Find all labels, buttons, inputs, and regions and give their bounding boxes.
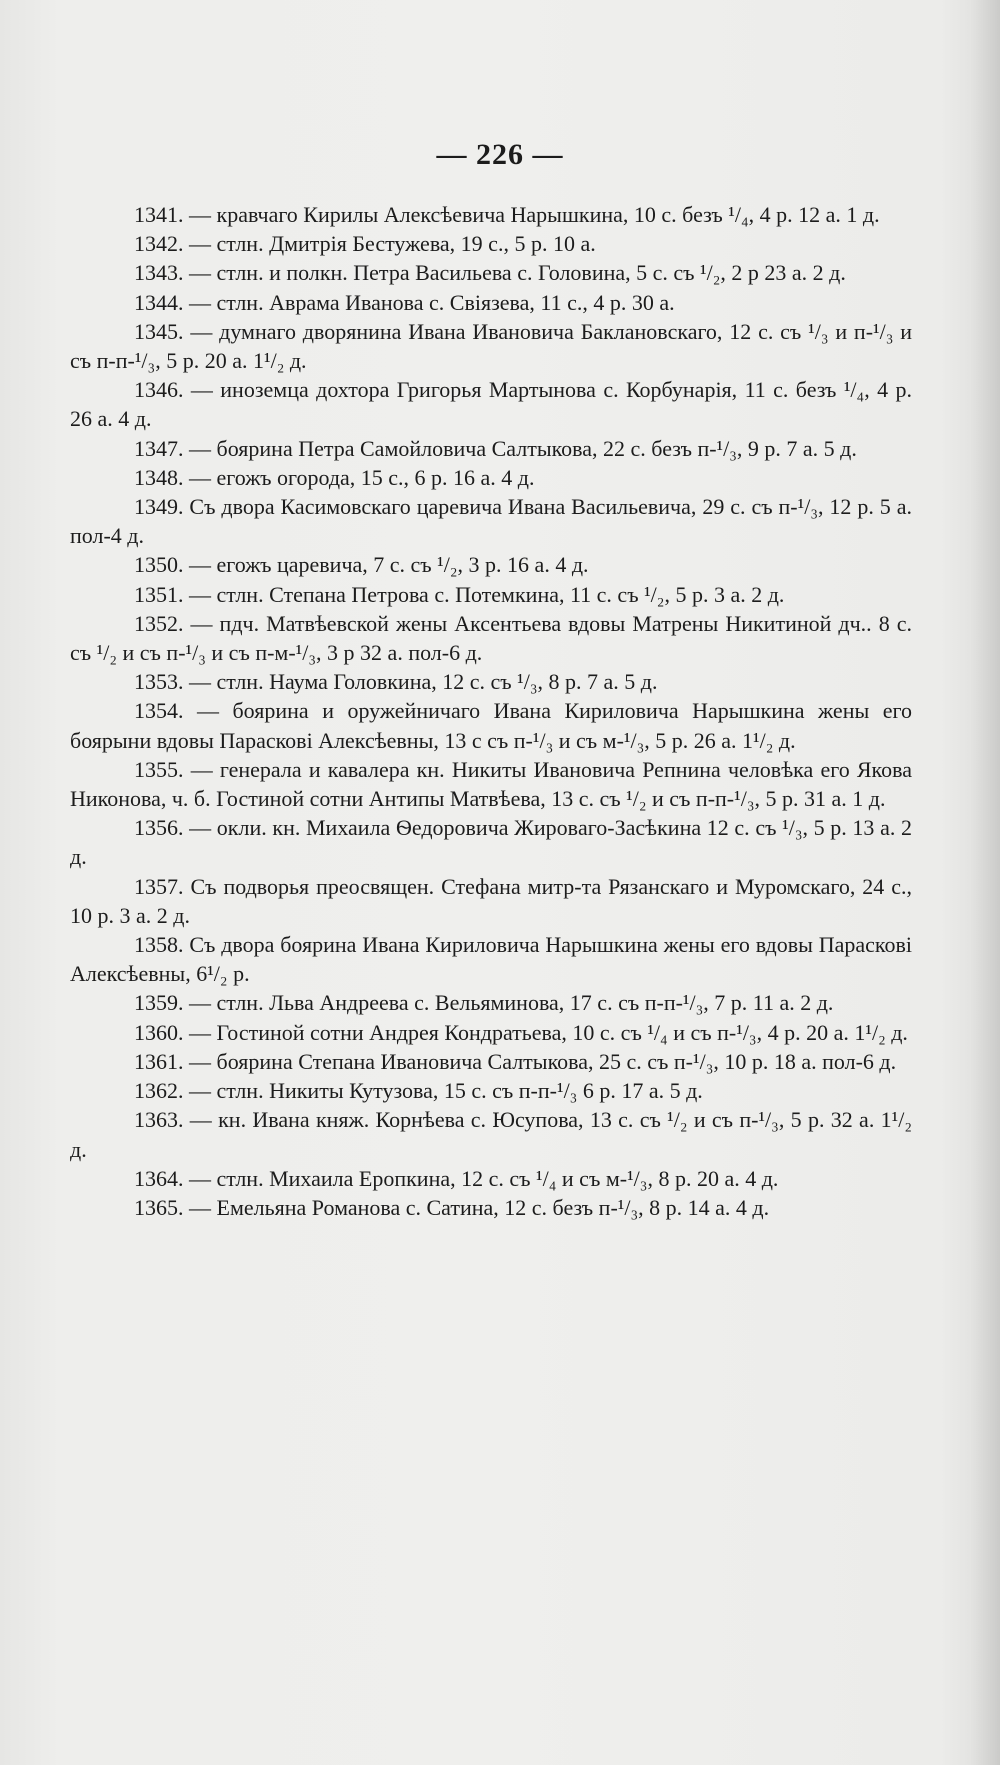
entry: 1364. — стлн. Михаила Еропкина, 12 с. съ ¹/₄ и съ м-¹/₃, 8 р. 20 а. 4 д. — [134, 1165, 779, 1191]
entry: 1365. — Емельяна Романова с. Сатина, 12 с. безъ п-¹/₃, 8 р. 14 а. 4 д. — [134, 1194, 770, 1220]
entry: 1361. — боярина Степана Ивановича Салтыкова, 25 с. съ п-¹/₃, 10 р. 18 а. пол-6 д. — [134, 1048, 897, 1074]
entry: 1360. — Гостиной сотни Андрея Кондратьева, 10 с. съ ¹/₄ и съ п-¹/₃, 4 р. 20 а. 1¹/₂ д. — [134, 1019, 908, 1045]
entry: 1351. — стлн. Степана Петрова с. Потемкина, 11 с. съ ¹/₂, 5 р. 3 а. 2 д. — [134, 581, 785, 607]
page-number: — 226 — — [436, 138, 564, 171]
entry: 1355. — генерала и кавалера кн. Никиты Ивановича Репнина человѣка его Якова Никонова, ч. б. Гостиной сотни Антипы Матвѣева, 13 с. съ ¹/₂ и съ п-п-¹/₃, 5 р. 31 а. 1 д. — [70, 756, 912, 812]
entries-list — [70, 200, 912, 1222]
entry: 1347. — боярина Петра Самойловича Салтыкова, 22 с. безъ п-¹/₃, 9 р. 7 а. 5 д. — [134, 435, 857, 461]
entry: 1356. — окли. кн. Михаила Ѳедоровича Жировaго-Засѣкина 12 с. съ ¹/₃, 5 р. 13 а. 2 д. — [70, 815, 912, 870]
entry: 1344. — стлн. Аврама Иванова с. Свіязева, 11 с., 4 р. 30 а. — [134, 289, 675, 315]
entry: 1362. — стлн. Никиты Кутузова, 15 с. съ п-п-¹/₃ 6 р. 17 а. 5 д. — [134, 1078, 703, 1104]
entry: 1363. — кн. Ивана княж. Корнѣева с. Юсупова, 13 с. съ ¹/₂ и съ п-¹/₃, 5 р. 32 а. 1¹/₂ д. — [70, 1107, 912, 1162]
entry: 1343. — стлн. и полкн. Петра Васильева с. Головина, 5 с. съ ¹/₂, 2 р 23 а. 2 д. — [134, 260, 846, 286]
entry: 1359. — стлн. Льва Андреева с. Вельяминова, 17 с. съ п-п-¹/₃, 7 р. 11 а. 2 д. — [134, 990, 834, 1016]
entry: 1352. — пдч. Матвѣевской жены Аксентьева вдовы Матрены Никитиной дч.. 8 с. съ ¹/₂ и съ п-¹/₃ и съ п-м-¹/₃, 3 р 32 а. пол-6 д. — [70, 610, 912, 666]
entry: 1350. — егожъ царевича, 7 с. съ ¹/₂, 3 р. 16 а. 4 д. — [134, 552, 589, 578]
entry: 1346. — иноземца дохтора Григорья Мартынова с. Корбунарія, 11 с. безъ ¹/₄, 4 р. 26 а. 4 д. — [70, 377, 912, 432]
entry: 1345. — думнаго дворянина Ивана Ивановича Баклановскаго, 12 с. съ ¹/₃ и п-¹/₃ и съ п-п-¹/₃, 5 р. 20 а. 1¹/₂ д. — [70, 318, 912, 374]
entry: 1354. — боярина и оружейничаго Ивана Кириловича Нарышкина жены его боярыни вдовы Параскові Алексѣевны, 13 с съ п-¹/₃ и съ м-¹/₃, 5 р. 26 а. 1¹/₂ д. — [70, 698, 912, 753]
entry: 1349. Съ двора Касимовскаго царевича Ивана Васильевича, 29 с. съ п-¹/₃, 12 р. 5 а. пол-4 д. — [70, 494, 912, 549]
entry: 1357. Съ подворья преосвящен. Стефана митр-та Рязанскаго и Муромскаго, 24 с., 10 р. 3 а. 2 д. — [70, 873, 912, 928]
page-edge-shadow — [970, 0, 1000, 1765]
entry: 1342. — стлн. Дмитрія Бестужева, 19 с., 5 р. 10 а. — [134, 231, 596, 257]
entry: 1358. Съ двора боярина Ивана Кириловича Нарышкина жены его вдовы Параскові Алексѣевны, 6¹/₂ р. — [70, 932, 912, 987]
entry: 1341. — кравчаго Кирилы Алексѣевича Нарышкина, 10 с. безъ ¹/₄, 4 р. 12 а. 1 д. — [134, 202, 880, 227]
entry: 1348. — егожъ огорода, 15 с., 6 р. 16 а. 4 д. — [134, 464, 535, 490]
entry: 1353. — стлн. Наума Головкина, 12 с. съ ¹/₃, 8 р. 7 а. 5 д. — [134, 669, 658, 695]
